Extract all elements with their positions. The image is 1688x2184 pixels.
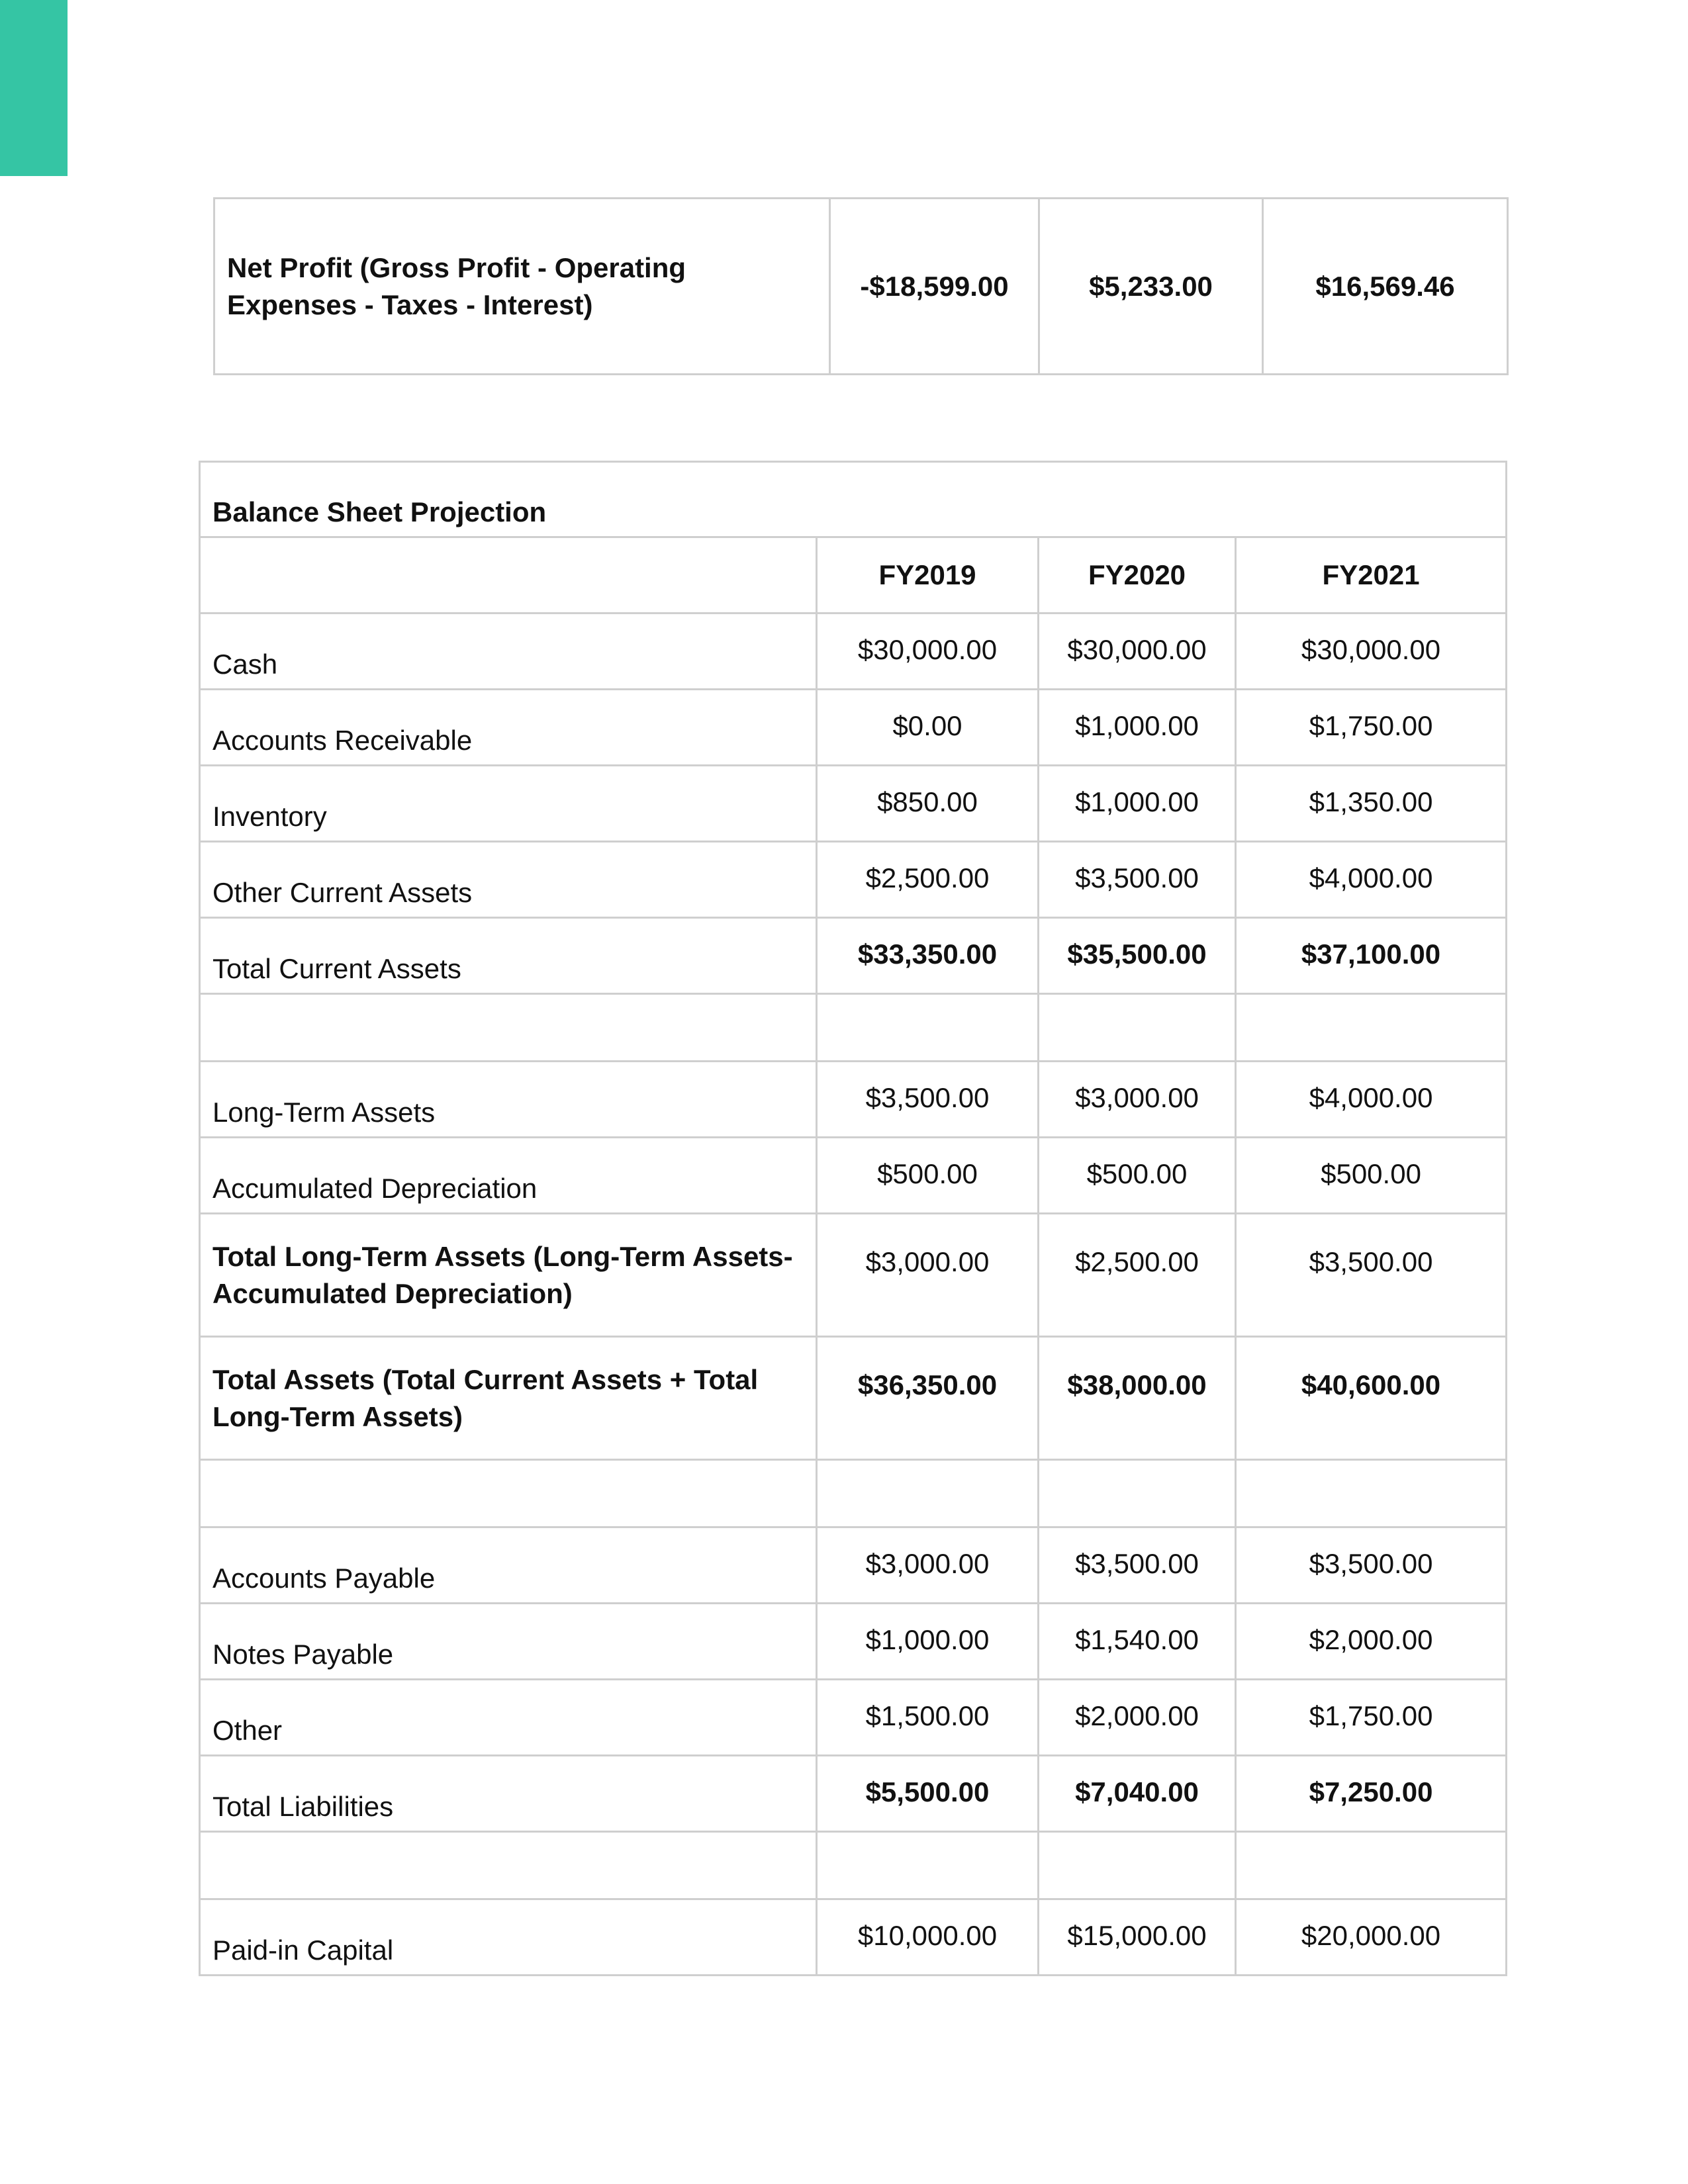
row-label: Accounts Receivable — [200, 690, 817, 766]
balance-sheet-table — [199, 461, 1507, 1976]
row-total-current-assets — [200, 918, 1507, 994]
cell-fy2021: $1,350.00 — [1236, 766, 1507, 842]
cell-fy2020: $1,000.00 — [1039, 690, 1236, 766]
row-label: Paid-in Capital — [200, 1899, 817, 1976]
spacer-row — [200, 1460, 1507, 1527]
row-notes-payable — [200, 1604, 1507, 1680]
row-accumulated-depreciation — [200, 1138, 1507, 1214]
empty-cell — [817, 1460, 1039, 1527]
cell-fy2021: $500.00 — [1236, 1138, 1507, 1214]
row-total-assets — [200, 1337, 1507, 1460]
row-label: Total Long-Term Assets (Long-Term Assets-Accumulated Depreciation) — [200, 1214, 817, 1337]
net-profit-fy2020: $5,233.00 — [1039, 199, 1263, 375]
cell-fy2019: $30,000.00 — [817, 614, 1039, 690]
cell-fy2019: $10,000.00 — [817, 1899, 1039, 1976]
cell-fy2019: $500.00 — [817, 1138, 1039, 1214]
cell-fy2021: $30,000.00 — [1236, 614, 1507, 690]
net-profit-table — [213, 197, 1509, 375]
header-blank — [200, 537, 817, 614]
cell-fy2019: $2,500.00 — [817, 842, 1039, 918]
empty-cell — [1236, 1460, 1507, 1527]
row-total-liabilities — [200, 1756, 1507, 1832]
row-label: Notes Payable — [200, 1604, 817, 1680]
spacer-row — [200, 1832, 1507, 1899]
cell-fy2021: $2,000.00 — [1236, 1604, 1507, 1680]
cell-fy2020: $500.00 — [1039, 1138, 1236, 1214]
net-profit-row — [214, 199, 1508, 375]
empty-cell — [1236, 1832, 1507, 1899]
cell-fy2021: $1,750.00 — [1236, 1680, 1507, 1756]
empty-cell — [1039, 994, 1236, 1062]
empty-cell — [1039, 1460, 1236, 1527]
column-header-fy2020: FY2020 — [1039, 537, 1236, 614]
cell-fy2020: $30,000.00 — [1039, 614, 1236, 690]
balance-sheet-title: Balance Sheet Projection — [200, 462, 1507, 537]
cell-fy2019: $1,000.00 — [817, 1604, 1039, 1680]
cell-fy2020: $7,040.00 — [1039, 1756, 1236, 1832]
empty-cell — [200, 1460, 817, 1527]
cell-fy2021: $4,000.00 — [1236, 842, 1507, 918]
cell-fy2021: $20,000.00 — [1236, 1899, 1507, 1976]
cell-fy2019: $36,350.00 — [817, 1337, 1039, 1460]
cell-fy2020: $1,000.00 — [1039, 766, 1236, 842]
row-accounts-receivable — [200, 690, 1507, 766]
cell-fy2019: $0.00 — [817, 690, 1039, 766]
cell-fy2021: $37,100.00 — [1236, 918, 1507, 994]
net-profit-fy2019: -$18,599.00 — [830, 199, 1039, 375]
empty-cell — [200, 1832, 817, 1899]
row-label: Accounts Payable — [200, 1527, 817, 1604]
cell-fy2019: $5,500.00 — [817, 1756, 1039, 1832]
cell-fy2020: $3,500.00 — [1039, 1527, 1236, 1604]
row-accounts-payable — [200, 1527, 1507, 1604]
column-header-row — [200, 537, 1507, 614]
cell-fy2019: $850.00 — [817, 766, 1039, 842]
row-label: Long-Term Assets — [200, 1062, 817, 1138]
spacer-row — [200, 994, 1507, 1062]
cell-fy2020: $38,000.00 — [1039, 1337, 1236, 1460]
cell-fy2020: $15,000.00 — [1039, 1899, 1236, 1976]
empty-cell — [1236, 994, 1507, 1062]
row-other-current-assets — [200, 842, 1507, 918]
row-other — [200, 1680, 1507, 1756]
cell-fy2020: $3,000.00 — [1039, 1062, 1236, 1138]
row-cash — [200, 614, 1507, 690]
cell-fy2021: $1,750.00 — [1236, 690, 1507, 766]
cell-fy2021: $3,500.00 — [1236, 1527, 1507, 1604]
cell-fy2021: $4,000.00 — [1236, 1062, 1507, 1138]
row-label: Accumulated Depreciation — [200, 1138, 817, 1214]
cell-fy2019: $3,500.00 — [817, 1062, 1039, 1138]
cell-fy2020: $1,540.00 — [1039, 1604, 1236, 1680]
empty-cell — [1039, 1832, 1236, 1899]
empty-cell — [817, 994, 1039, 1062]
cell-fy2019: $1,500.00 — [817, 1680, 1039, 1756]
cell-fy2020: $35,500.00 — [1039, 918, 1236, 994]
cell-fy2019: $3,000.00 — [817, 1214, 1039, 1337]
row-inventory — [200, 766, 1507, 842]
cell-fy2021: $7,250.00 — [1236, 1756, 1507, 1832]
row-label: Other Current Assets — [200, 842, 817, 918]
row-label: Cash — [200, 614, 817, 690]
row-label: Total Assets (Total Current Assets + Total Long-Term Assets) — [200, 1337, 817, 1460]
row-total-long-term-assets — [200, 1214, 1507, 1337]
cell-fy2019: $3,000.00 — [817, 1527, 1039, 1604]
balance-sheet-title-row — [200, 462, 1507, 537]
cell-fy2021: $40,600.00 — [1236, 1337, 1507, 1460]
row-label: Total Current Assets — [200, 918, 817, 994]
empty-cell — [817, 1832, 1039, 1899]
column-header-fy2019: FY2019 — [817, 537, 1039, 614]
net-profit-fy2021: $16,569.46 — [1263, 199, 1508, 375]
net-profit-label: Net Profit (Gross Profit - Operating Expenses - Taxes - Interest) — [214, 199, 830, 375]
row-label: Total Liabilities — [200, 1756, 817, 1832]
empty-cell — [200, 994, 817, 1062]
row-label: Other — [200, 1680, 817, 1756]
column-header-fy2021: FY2021 — [1236, 537, 1507, 614]
cell-fy2020: $3,500.00 — [1039, 842, 1236, 918]
cell-fy2020: $2,000.00 — [1039, 1680, 1236, 1756]
row-label: Inventory — [200, 766, 817, 842]
cell-fy2020: $2,500.00 — [1039, 1214, 1236, 1337]
row-paid-in-capital — [200, 1899, 1507, 1976]
cell-fy2019: $33,350.00 — [817, 918, 1039, 994]
cell-fy2021: $3,500.00 — [1236, 1214, 1507, 1337]
accent-bar — [0, 0, 68, 176]
row-long-term-assets — [200, 1062, 1507, 1138]
